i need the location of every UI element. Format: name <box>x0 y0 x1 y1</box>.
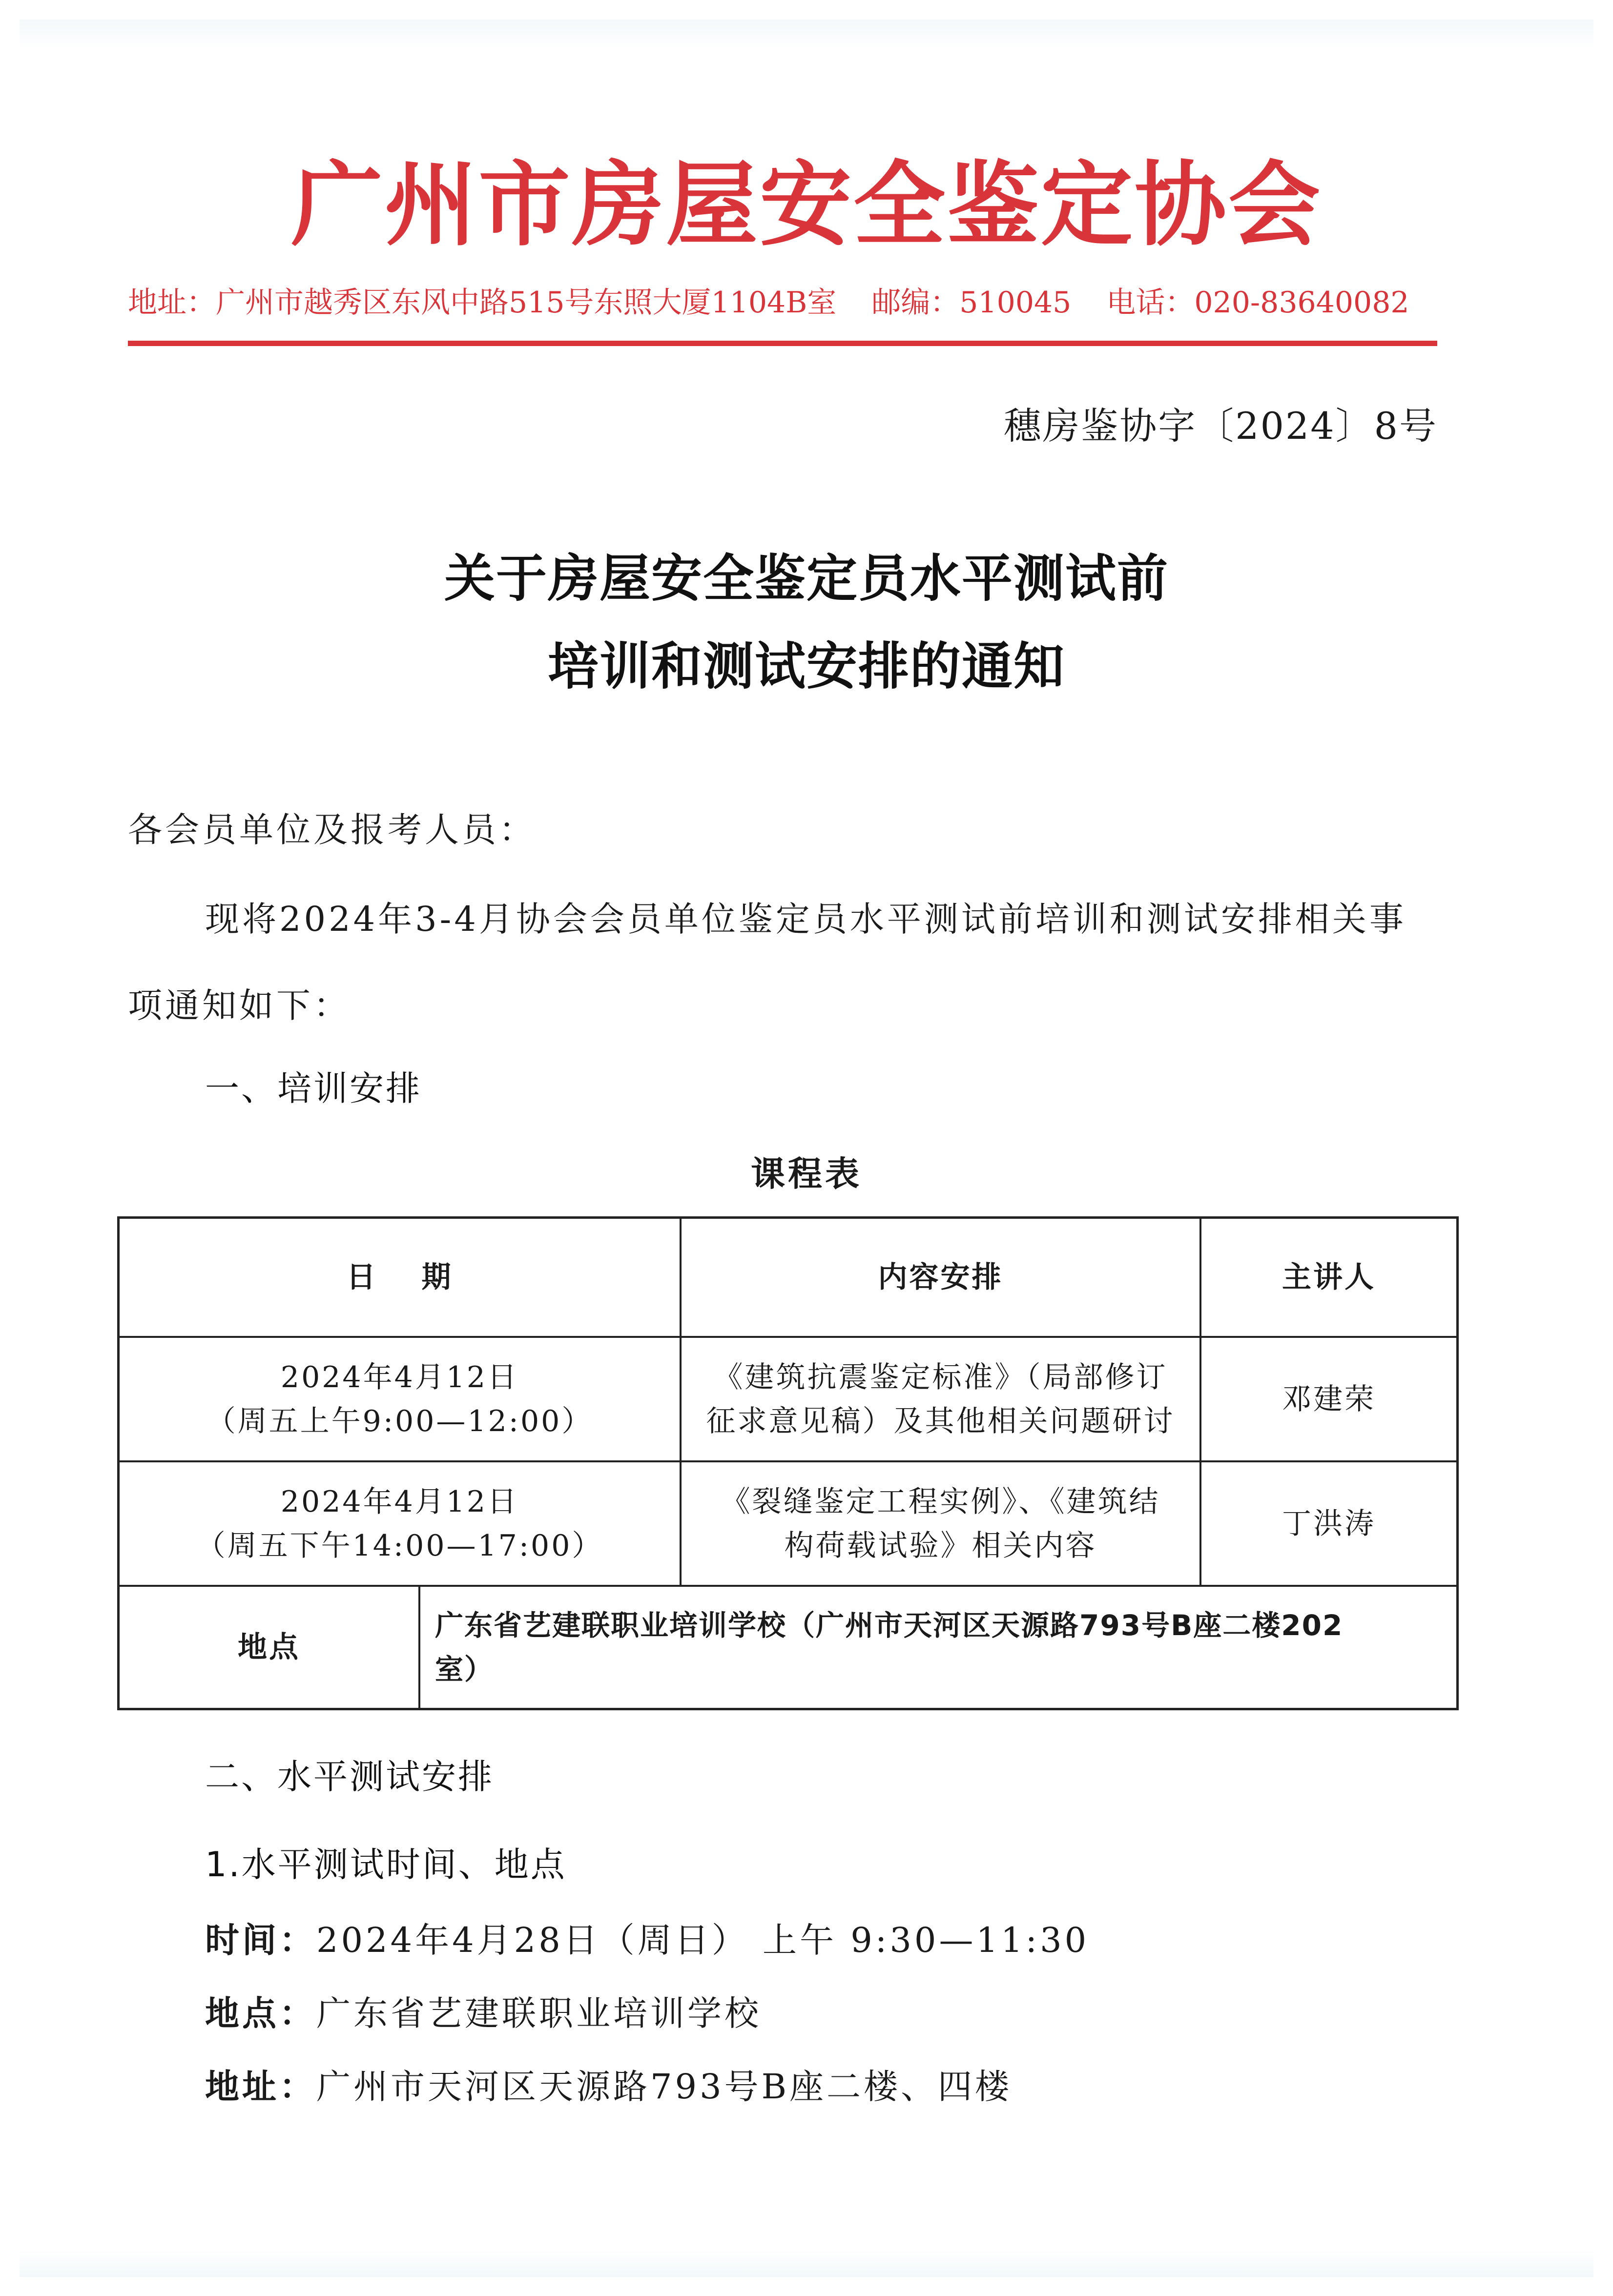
intro-line-1: 现将2024年3-4月协会会员单位鉴定员水平测试前培训和测试安排相关事 <box>205 899 1406 939</box>
table-row-1-date <box>120 1338 680 1460</box>
exam-time-value: 2024年4月28日（周日） 上午 9:30—11:30 <box>316 1920 1090 1960</box>
title-line-1: 关于房屋安全鉴定员水平测试前 <box>444 549 1169 608</box>
section-1-heading: 一、培训安排 <box>205 1068 422 1108</box>
org-postcode: 邮编：510045 <box>871 286 1072 320</box>
table-row-2-content <box>682 1462 1199 1585</box>
intro-line-2: 项通知如下： <box>128 985 351 1025</box>
exam-time-line <box>205 1916 1089 1965</box>
table-caption: 课程表 <box>751 1154 862 1194</box>
header-date-char-1: 日 <box>346 1260 378 1294</box>
org-address: 地址：广州市越秀区东风中路515号东照大厦1104B室 <box>128 286 837 320</box>
row-1-content-line-2: 征求意见稿）及其他相关问题研讨 <box>706 1404 1175 1438</box>
table-row-1-speaker: 邓建荣 <box>1282 1382 1376 1416</box>
row-2-date-line-2: （周五下午14:00—17:00） <box>196 1528 603 1563</box>
exam-address-value: 广州市天河区天源路793号B座二楼、四楼 <box>316 2067 1013 2107</box>
header-date-char-2: 期 <box>421 1260 453 1294</box>
exam-time-label: 时间： <box>205 1920 316 1960</box>
section-2-subheading: 1.水平测试时间、地点 <box>205 1845 567 1885</box>
title-line-2: 培训和测试安排的通知 <box>547 636 1065 696</box>
exam-place-value: 广东省艺建联职业培训学校 <box>316 1993 762 2033</box>
exam-address-line <box>205 2062 1012 2111</box>
org-contact-line <box>128 283 1446 322</box>
exam-place-label: 地点： <box>205 1993 316 2033</box>
table-header-date <box>120 1219 680 1336</box>
table-venue-value <box>420 1587 1456 1708</box>
table-row-2-speaker: 丁洪涛 <box>1282 1506 1376 1541</box>
row-2-content-line-1: 《裂缝鉴定工程实例》、《建筑结 <box>721 1484 1160 1519</box>
exam-place-line <box>205 1989 762 2038</box>
scan-edge-top <box>20 20 1593 49</box>
row-1-date-line-1: 2024年4月12日 <box>280 1360 519 1394</box>
exam-address-label: 地址： <box>205 2067 316 2107</box>
letterhead-divider <box>128 341 1437 346</box>
row-2-date-line-1: 2024年4月12日 <box>280 1484 519 1519</box>
row-2-content-line-2: 构荷载试验》相关内容 <box>784 1528 1097 1563</box>
venue-line-2: 室） <box>435 1653 494 1686</box>
venue-line-1: 广东省艺建联职业培训学校（广州市天河区天源路793号B座二楼202 <box>435 1609 1344 1642</box>
row-1-date-line-2: （周五上午9:00—12:00） <box>206 1404 593 1438</box>
org-name-letterhead: 广州市房屋安全鉴定协会 <box>291 151 1322 259</box>
scan-edge-bottom <box>20 2250 1593 2277</box>
table-row-2-date <box>120 1462 680 1585</box>
table-venue-label: 地点 <box>238 1630 300 1664</box>
salutation: 各会员单位及报考人员： <box>128 810 536 850</box>
table-header-content: 内容安排 <box>878 1260 1003 1294</box>
row-1-content-line-1: 《建筑抗震鉴定标准》（局部修订 <box>713 1360 1168 1394</box>
table-header-speaker: 主讲人 <box>1282 1260 1376 1294</box>
course-schedule-table <box>117 1216 1459 1710</box>
document-number: 穗房鉴协字〔2024〕8号 <box>1004 404 1438 448</box>
section-2-heading: 二、水平测试安排 <box>205 1757 494 1797</box>
table-row-1-content <box>682 1338 1199 1460</box>
org-phone: 电话：020-83640082 <box>1106 286 1409 320</box>
